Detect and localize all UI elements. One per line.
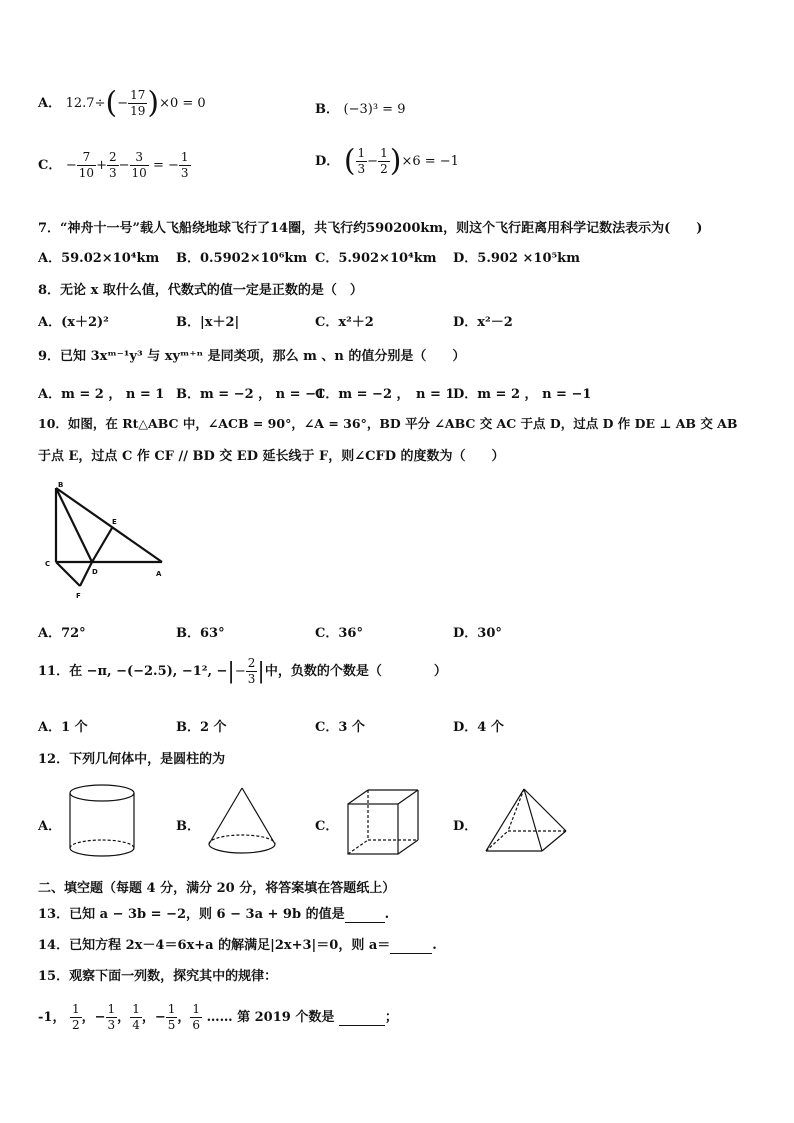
fraction [77,150,96,181]
q7-option-d: D．5.902 ×10⁵km [453,251,580,266]
answer-blank[interactable] [339,1010,385,1026]
fraction [107,150,119,181]
sequence-end: ； [384,1010,398,1025]
numerator: 1 [380,146,388,160]
answer-blank[interactable] [345,907,385,923]
minus: − [234,664,246,679]
q8-stem: 8．无论 x 取什么值，代数式的值一定是正数的是（ ） [38,283,363,298]
segment-df [80,562,92,586]
q15-sequence [38,1002,398,1033]
q9-option-a: A．m = 2 ， n = 1 [38,387,165,402]
q9-option-d: D．m = 2 ， n = −1 [453,387,592,402]
fraction [128,88,147,119]
paren: ( [343,143,356,179]
abs-bar: | [227,659,235,684]
q7-option-a: A．59.02×10⁴km [38,251,160,266]
label-a: A [156,570,162,578]
cylinder-figure [64,782,144,862]
cone-figure [204,784,280,860]
q10-stem-line1: 10．如图，在 Rt△ABC 中，∠ACB = 90°，∠A = 36°，BD 平分 ∠ABC 交 AC 于点 D，过点 D 作 DE ⊥ AB 交 AB [38,416,738,431]
q10-stem-line2: 于点 E，过点 C 作 CF // BD 交 ED 延长线于 F，则∠CFD 的度数为（ ） [38,449,505,464]
fraction [179,150,191,181]
q6-option-c [38,150,191,181]
q14-stem [38,934,437,954]
q6d-post: ×6 = −1 [401,154,459,169]
label-d: D [92,568,98,576]
numerator: 1 [132,1002,140,1016]
denominator: 3 [247,672,256,686]
numerator: 7 [77,150,96,166]
cube-figure [344,786,424,860]
q15-stem: 15．观察下面一列数，探究其中的规律： [38,969,278,984]
denominator: 3 [180,166,189,180]
answer-blank[interactable] [390,938,432,954]
fraction [130,1002,142,1033]
q7-option-b: B．0.5902×10⁶km [176,251,308,266]
denominator: 3 [107,1018,116,1032]
fraction [246,656,258,687]
denominator: 3 [108,166,117,180]
q11-stem-pre: 11．在 −π, −(−2.5), −1², − [38,664,228,679]
numerator: 2 [108,150,117,164]
q6-option-b [315,98,405,117]
q11-option-d: D．4 个 [453,720,504,735]
q10-option-b: B．63° [176,626,225,641]
denominator: 2 [71,1018,80,1032]
denominator: 3 [357,162,366,176]
sequence-lead: -1， [38,1010,66,1025]
separator: ，− [141,1010,166,1025]
section-two-heading: 二、填空题（每题 4 分，满分 20 分，将答案填在答题纸上） [38,881,396,896]
q12-option-b-label: B． [176,819,200,834]
q9-stem: 9．已知 3xᵐ⁻¹y³ 与 xyᵐ⁺ⁿ 是同类项，那么 m 、n 的值分别是（ ） [38,349,466,364]
denominator: 6 [192,1018,201,1032]
denominator: 4 [132,1018,140,1032]
segment-cf [56,562,80,586]
numerator: 1 [71,1002,80,1016]
q11-option-b: B．2 个 [176,720,227,735]
q13-stem [38,903,389,923]
q9-option-b: B．m = −2 ， n = −1 [176,387,326,402]
label-b: B [58,481,64,489]
q8-option-d: D．x²－2 [453,315,513,330]
numerator: 1 [167,1002,176,1016]
q13-text: 13．已知 a − 3b = −2，则 6 − 3a + 9b 的值是 [38,907,345,922]
q13-tail: . [384,907,390,922]
denominator: 5 [167,1018,176,1032]
label-e: E [112,518,117,526]
numerator: 1 [107,1002,116,1016]
denominator: 19 [130,104,146,118]
segment-ab [56,488,162,562]
q6-option-a [38,85,206,121]
fraction [130,150,149,181]
minus: − [118,158,130,173]
q11-option-a: A．1 个 [38,720,88,735]
fraction [166,1002,178,1033]
q6a-post: ×0 = 0 [159,96,206,111]
q9-option-c: C．m = −2 ， n = 1 [315,387,455,402]
paren: ) [389,143,402,179]
denominator: 2 [380,162,388,176]
q10-option-d: D．30° [453,626,502,641]
fraction [356,146,368,177]
q8-option-a: A．(x＋2)² [38,315,109,330]
q10-option-a: A．72° [38,626,86,641]
segment-de [92,528,112,562]
q11-stem [38,656,447,687]
q14-tail: . [432,938,437,953]
sequence-tail: …… 第 2019 个数是 [206,1010,335,1025]
q8-option-c: C．x²＋2 [315,315,374,330]
fraction [190,1002,202,1033]
separator: ，− [81,1010,106,1025]
q12-option-d-label: D． [453,819,478,834]
q12-option-c-label: C． [315,819,339,834]
denominator: 10 [131,166,147,180]
separator: ， [177,1010,191,1025]
numerator: 1 [180,150,189,164]
option-label: B． [315,102,339,117]
option-label: A． [38,96,62,111]
label-f: F [76,592,81,600]
numerator: 17 [130,88,146,102]
paren: ( [105,85,118,121]
fraction [378,146,390,177]
minus: − [65,158,77,173]
q6-option-d [315,143,459,179]
q6a-pre: 12.7÷ [65,96,106,111]
q11-option-c: C．3 个 [315,720,365,735]
q14-text: 14．已知方程 2x－4＝6x+a 的解满足|2x+3|＝0，则 a＝ [38,938,391,953]
minus: − [117,96,129,111]
separator: ， [117,1010,131,1025]
q11-stem-post: 中，负数的个数是（ ） [264,664,447,679]
label-c: C [45,560,51,568]
pyramid-figure [482,785,572,859]
q10-option-c: C．36° [315,626,363,641]
segment-bd [56,488,92,562]
equals: = − [148,158,179,173]
fraction [106,1002,118,1033]
paren: ) [147,85,160,121]
minus: − [367,154,379,169]
abs-bar: | [257,659,265,684]
denominator: 10 [78,166,95,180]
q6b-expr: (−3)³ = 9 [343,102,406,117]
numerator: 2 [247,656,256,670]
q7-option-c: C．5.902×10⁴km [315,251,437,266]
plus: + [96,158,107,173]
option-label: D． [315,154,340,169]
fraction [70,1002,82,1033]
numerator: 1 [192,1002,201,1016]
numerator: 3 [130,150,149,166]
q7-stem: 7．“神舟十一号”载人飞船绕地球飞行了14圈，共飞行约590200km，则这个飞行距离用科学记数法表示为( ) [38,221,703,236]
triangle-figure [40,478,170,603]
numerator: 1 [357,146,366,160]
option-label: C． [38,158,62,173]
q8-option-b: B．|x＋2| [176,315,240,330]
q12-option-a-label: A． [38,819,62,834]
q12-stem: 12．下列几何体中，是圆柱的为 [38,752,226,767]
